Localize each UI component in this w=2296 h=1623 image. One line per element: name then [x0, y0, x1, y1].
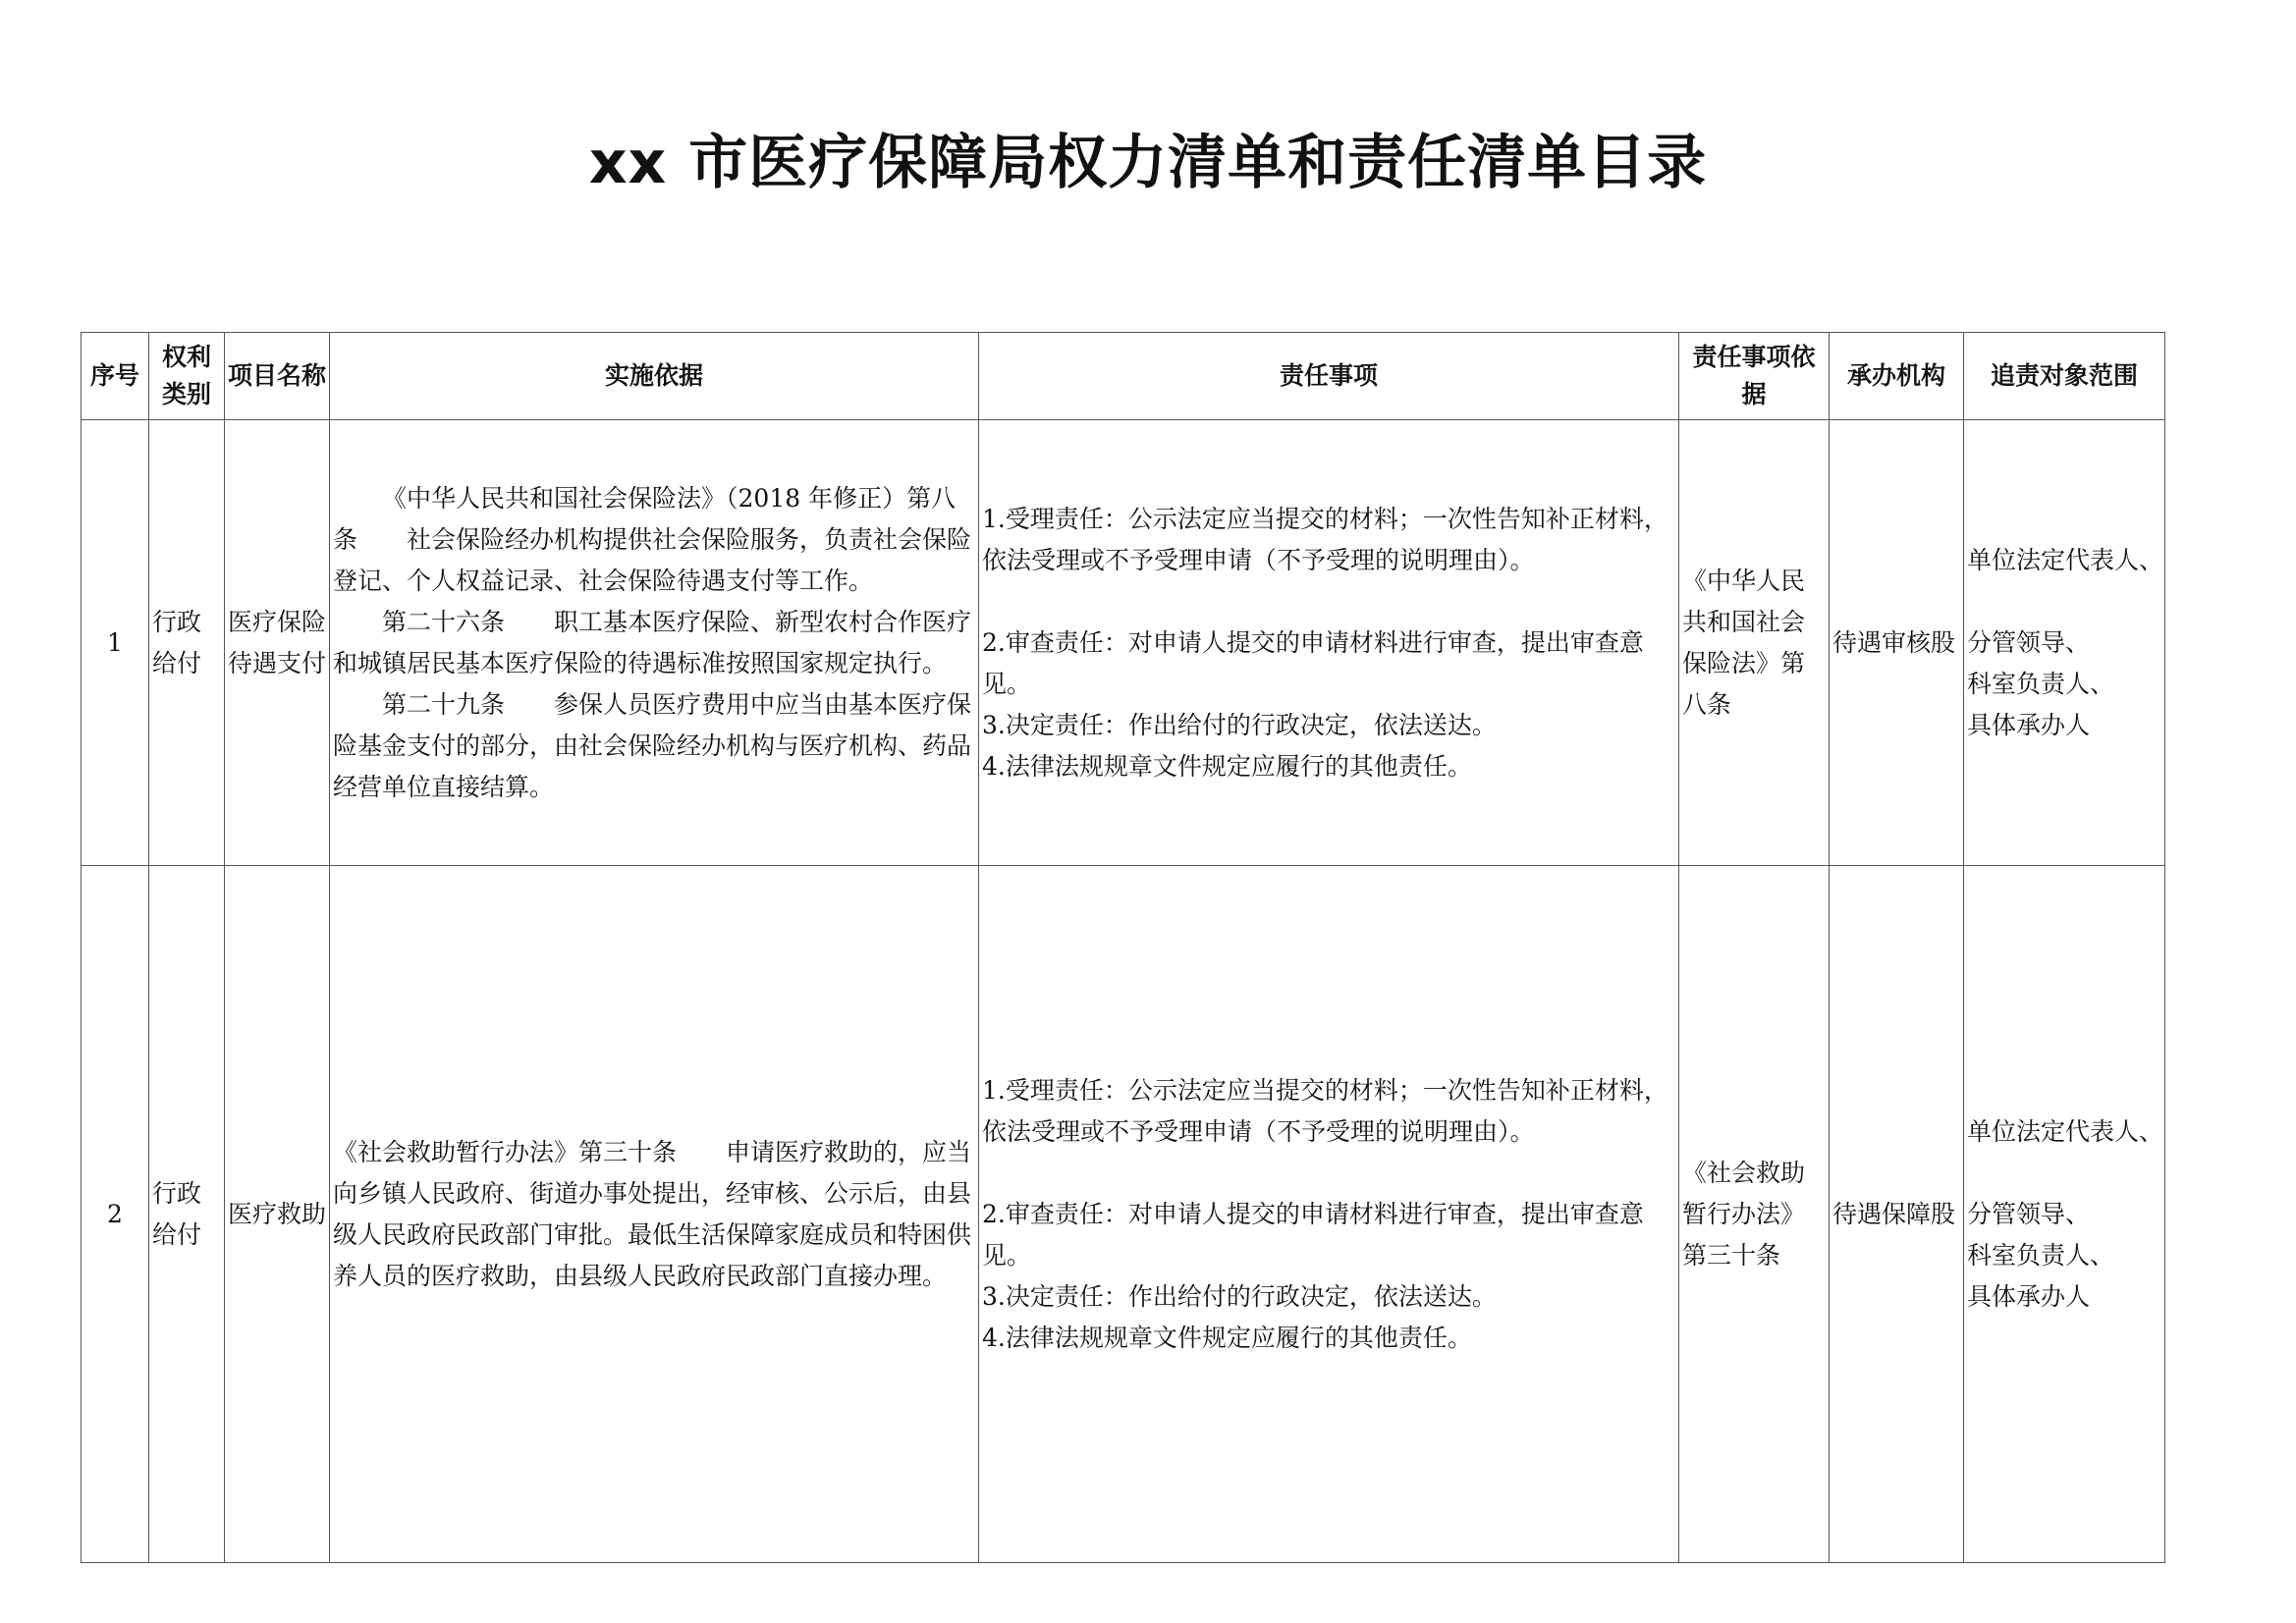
- header-scope: 追责对象范围: [1964, 333, 2165, 420]
- duty-item: 2.审查责任：对申请人提交的申请材料进行审查，提出审查意见。: [982, 1199, 1644, 1270]
- row-name: 医疗救助: [225, 866, 330, 1563]
- scope-item: 单位法定代表人、: [1967, 1116, 2164, 1146]
- row-basis: [330, 866, 979, 1563]
- header-duty: 责任事项: [979, 333, 1679, 420]
- header-basis: 实施依据: [330, 333, 979, 420]
- document-title: xx 市医疗保障局权力清单和责任清单目录: [588, 129, 1708, 197]
- row-duty-basis: 《社会救助暂行办法》第三十条: [1679, 866, 1830, 1563]
- table-row: [82, 420, 2165, 866]
- duty-item: 3.决定责任：作出给付的行政决定，依法送达。: [982, 710, 1497, 739]
- scope-item: 分管领导、: [1967, 1199, 2091, 1228]
- scope-item: 单位法定代表人、: [1967, 545, 2164, 574]
- header-type: 权利类别: [149, 333, 225, 420]
- row-basis: [330, 420, 979, 866]
- header-duty-basis: 责任事项依据: [1679, 333, 1830, 420]
- row-type: 行政给付: [149, 866, 225, 1563]
- duty-item: 4.法律法规规章文件规定应履行的其他责任。: [982, 751, 1472, 781]
- row-seq: 1: [82, 420, 149, 866]
- row-name: 医疗保险待遇支付: [225, 420, 330, 866]
- row-type: 行政给付: [149, 420, 225, 866]
- scope-item: 分管领导、: [1967, 627, 2091, 657]
- scope-item: 具体承办人: [1967, 1281, 2091, 1311]
- row-dept: 待遇保障股: [1830, 866, 1964, 1563]
- row-duty-basis: 《中华人民共和国社会保险法》第八条: [1679, 420, 1830, 866]
- duty-item: 1.受理责任：公示法定应当提交的材料；一次性告知补正材料，依法受理或不予受理申请（不予受理的说明理由）。: [982, 504, 1668, 574]
- header-dept: 承办机构: [1830, 333, 1964, 420]
- header-name: 项目名称: [225, 333, 330, 420]
- scope-item: 科室负责人、: [1967, 669, 2115, 698]
- scope-item: 科室负责人、: [1967, 1240, 2115, 1270]
- duty-item: 1.受理责任：公示法定应当提交的材料；一次性告知补正材料，依法受理或不予受理申请（不予受理的说明理由）。: [982, 1075, 1668, 1146]
- row-scope: [1964, 420, 2165, 866]
- row-scope: [1964, 866, 2165, 1563]
- power-responsibility-table: [81, 332, 2165, 1563]
- scope-item: 具体承办人: [1967, 710, 2091, 739]
- row-seq: 2: [82, 866, 149, 1563]
- basis-paragraph: 《中华人民共和国社会保险法》（2018 年修正）第八条 社会保险经办机构提供社会保险服务，负责社会保险登记、个人权益记录、社会保险待遇支付等工作。: [333, 483, 972, 595]
- header-seq: 序号: [82, 333, 149, 420]
- duty-item: 4.法律法规规章文件规定应履行的其他责任。: [982, 1323, 1472, 1352]
- table-row: [82, 866, 2165, 1563]
- row-duties: [979, 420, 1679, 866]
- basis-paragraph: 第二十九条 参保人员医疗费用中应当由基本医疗保险基金支付的部分，由社会保险经办机构与医疗机构、药品经营单位直接结算。: [333, 689, 972, 801]
- basis-paragraph: 《社会救助暂行办法》第三十条 申请医疗救助的，应当向乡镇人民政府、街道办事处提出，经审核、公示后，由县级人民政府民政部门审批。最低生活保障家庭成员和特困供养人员的医疗救助，由县级人民政府民政部门直接办理。: [333, 1137, 972, 1290]
- basis-paragraph: 第二十六条 职工基本医疗保险、新型农村合作医疗和城镇居民基本医疗保险的待遇标准按照国家规定执行。: [333, 607, 972, 677]
- duty-item: 2.审查责任：对申请人提交的申请材料进行审查，提出审查意见。: [982, 627, 1644, 698]
- row-dept: 待遇审核股: [1830, 420, 1964, 866]
- duty-item: 3.决定责任：作出给付的行政决定，依法送达。: [982, 1281, 1497, 1311]
- row-duties: [979, 866, 1679, 1563]
- table-header-row: [82, 333, 2165, 420]
